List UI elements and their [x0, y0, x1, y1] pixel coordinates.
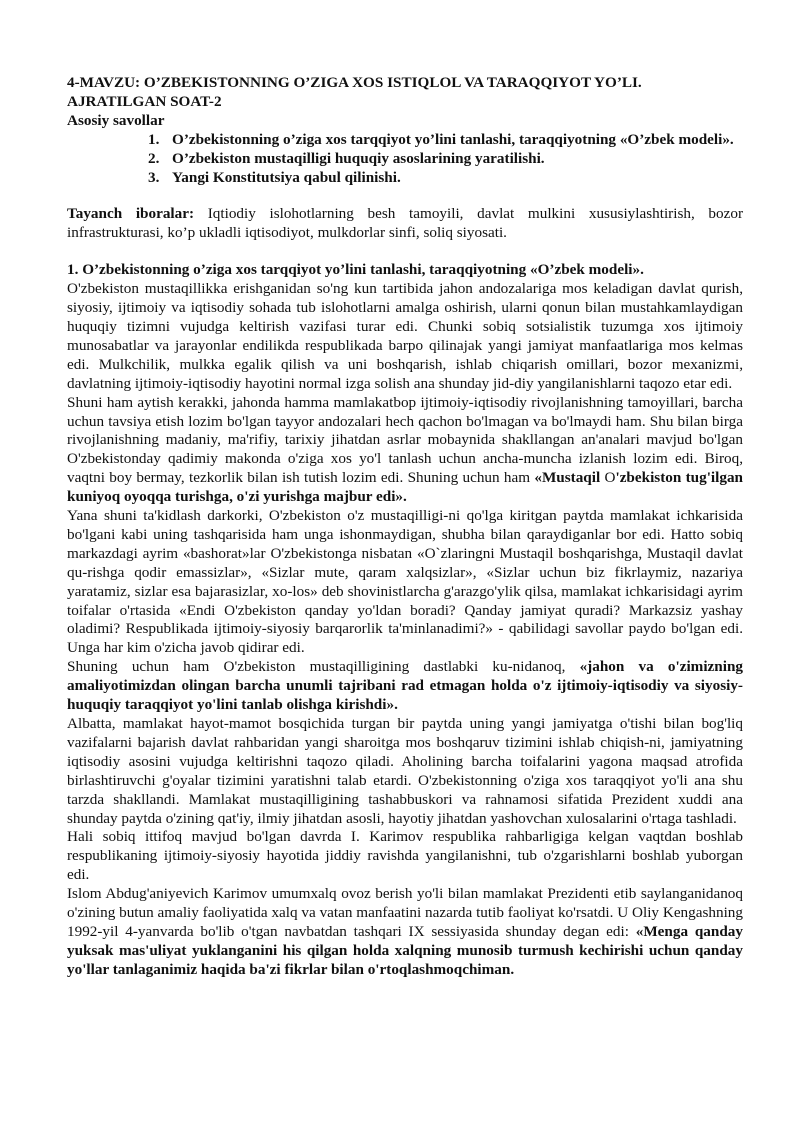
- keywords-paragraph: [67, 205, 743, 243]
- topic-title: [67, 74, 743, 112]
- topic-title-line2: AJRATILGAN SOAT-2: [67, 92, 222, 110]
- paragraph-3: Yana shuni ta'kidlash darkorki, O'zbekiston o'z mustaqilligi-ni qo'lga kiritgan paytda mamlakat ichkarisida bo'lgani kabi uning tashqarisida ham unga ishonmaydigan, shubha bilan qaraydiganlar bor edi. Hatto sobiq markazdagi ayrim «bashorat»lar O'zbekistonga nisbatan «O`zlaringni Mustaqil boshqarishga, Mustaqil davlat qu-rishga qodir emassizlar», «Sizlar mute, qaram xalqsizlar», «Sizlar uchun biz fikrlaymiz, nazariya yaratamiz, sizlar esa bajarasizlar, xo-los» deb shovinistlarcha g'arazgo'ylik qilsa, mamlakat ichkarisidagi ayrim toifalar o'rtasida «Endi O'zbekiston qanday yo'ldan boradi? Qanday jamiyat quradi? Markazsiz yashay oladimi? Respublikada ijtimoiy-siyosiy barqarorlik ta'minlanadimi?» - qabilidagi savollar paydo bo'lgan edi. Unga har kim o'zicha javob qidirar edi.: [67, 507, 743, 657]
- paragraph-4: [67, 658, 743, 715]
- list-item: [148, 149, 743, 169]
- paragraph-7-quote: «Menga qanday yuksak mas'uliyat yuklanganini his qilgan holda xalqning munosib turmush kechirishi uchun qanday yo'llar tanlaganimiz haqida ba'zi fikrlar bilan o'rtoqlashmoqchiman.: [67, 922, 743, 978]
- paragraph-1: O'zbekiston mustaqillikka erishganidan so'ng kun tartibida jahon andozalariga mos keladigan davlat qurish, siyosiy, ijtimoiy va iqtisodiy sohada tub islohotlarni amalga oshirish, ularni qonun bilan mustahkamlaydigan huquqiy tizimni vujudga keltirish vazifasi turar edi. Chunki sobiq sotsialistik tuzumga xos ijtimoiy munosabatlar va jarayonlar endilikda respublikada barpo qilinajak yangi jamiyat manfaatlariga mos kelmas edi. Mulkchilik, mulkka egalik qilish va uni boshqarish, ishlab chiqarish omillari, bozor mexanizmi, davlatning ijtimoiy-iqtisodiy hayotini normal izga solish ana shunday jid-diy yangilanishlarni taqozo etar edi.: [67, 280, 743, 392]
- section-title: 1. O’zbekistonning o’ziga xos tarqqiyot yo’lini tanlashi, taraqqiyotning «O’zbek modeli».: [67, 261, 644, 279]
- list-item: [148, 130, 743, 150]
- list-item: [148, 168, 743, 188]
- list-item-number: 2.: [148, 149, 160, 167]
- questions-list: [67, 131, 743, 188]
- paragraph-6: Hali sobiq ittifoq mavjud bo'lgan davrda I. Karimov respublika rahbarligiga kelgan vaqtdan boshlab respublikaning ijtimoiy-siyosiy hayotida jiddiy ravishda yangilanishni, tub o'zgarishlarni boshlab yuborgan edi.: [67, 828, 743, 884]
- keywords-label: Tayanch iboralar:: [67, 205, 195, 223]
- document-page: [67, 74, 743, 980]
- paragraph-7-text: Islom Abdug'aniyevich Karimov umumxalq ovoz berish yo'li bilan mamlakat Prezidenti etib saylanganidanoq o'zining butun amaliy faoliyatida xalq va vatan manfaatini nazarda tutib faoliyat ko'rsatdi. U Oliy Kengashning 1992-yil 4-yanvarda bo'lib o'tgan navbatdan tashqari IX sessiyasida shunday degan edi:: [67, 885, 743, 940]
- paragraph-2-quote-b: 'zbekiston tug'ilgan kuniyoq oyoqqa turishga, o'zi yurishga majbur edi».: [67, 469, 743, 506]
- keywords-text: Iqtiodiy islohotlarning besh tamoyili, davlat mulkini xususiylashtirish, bozor infrastrukturasi, ko’p ukladli iqtisodiyot, mulkdorlar sinfi, soliq siyosati.: [67, 205, 744, 242]
- paragraph-4-quote: «jahon va o'zimizning amaliyotimizdan olingan barcha unumli tajribani rad etmagan holda o'z ijtimoiy-iqtisodiy va siyosiy-huquqiy taraqqiyot yo'lini tanlab olishga kirishdi».: [67, 658, 743, 714]
- list-item-number: 3.: [148, 168, 160, 186]
- paragraph-2-quote-o: O: [604, 469, 616, 487]
- paragraph-5: Albatta, mamlakat hayot-mamot bosqichida turgan bir paytda uning yangi jamiyatga o'tishi bilan bog'liq vazifalarni bajarish davlat rahbaridan yangi sharoitga mos boshqaruv tizimini ishlab chiqish-ni, jamiyatning iqtisodiy asosini vujudga keltirishni taqozo qiladi. Aholining barcha toifalarini yagona maqsad atrofida birlashtiruvchi g'oyalar tizimini yaratishni talab etardi. O'zbekistonning o'ziga xos taraqqiyot yo'li ana shu tarzda shakllandi. Mamlakat mustaqilligining tashabbuskori va rahnamosi sifatida Prezident xuddi ana shunday paytda o'zining qat'iy, ilmiy jihatdan asosli, hayotiy jihatdan yashovchan xulosalarini o'rtaga tashladi.: [67, 715, 743, 827]
- list-item-text: O’zbekiston mustaqilligi huquqiy asoslarining yaratilishi.: [172, 149, 545, 167]
- paragraph-2-quote-a: «Mustaqil: [534, 469, 605, 487]
- paragraph-4-text: Shuning uchun ham O'zbekiston mustaqilligining dastlabki ku-nidanoq,: [67, 658, 580, 676]
- paragraph-2-text: Shuni ham aytish kerakki, jahonda hamma mamlakatbop ijtimoiy-iqtisodiy rivojlanishning tamoyillari, barcha uchun tavsiya etish lozim bo'lgan tayyor andozalari hech qachon bo'lmagan va bo'lmaydi ham. Shu bilan birga rivojlanishning madaniy, ma'rifiy, tarixiy jihatdan asrlar mobaynida shakllangan an'analari mavjud bo'lgan O'zbekistonday qadimiy makonda o'ziga xos yo'l tanlash uchun ancha-muncha izlanish lozim edi. Biroq, vaqtni boy bermay, tezkorlik bilan ish tutish lozim edi. Shuning uchun ham: [67, 393, 743, 487]
- list-item-number: 1.: [148, 130, 160, 148]
- topic-title-line1: 4-MAVZU: O’ZBEKISTONNING O’ZIGA XOS ISTIQLOL VA TARAQQIYOT YO’LI.: [67, 74, 642, 91]
- spacer: [67, 187, 743, 205]
- list-item-text: Yangi Konstitutsiya qabul qilinishi.: [172, 168, 401, 186]
- spacer: [67, 243, 743, 261]
- paragraph-2: [67, 394, 743, 507]
- main-questions-heading: Asosiy savollar: [67, 111, 165, 129]
- list-item-text: O’zbekistonning o’ziga xos tarqqiyot yo’lini tanlashi, taraqqiyotning «O’zbek modeli».: [172, 130, 734, 148]
- paragraph-7: [67, 885, 743, 980]
